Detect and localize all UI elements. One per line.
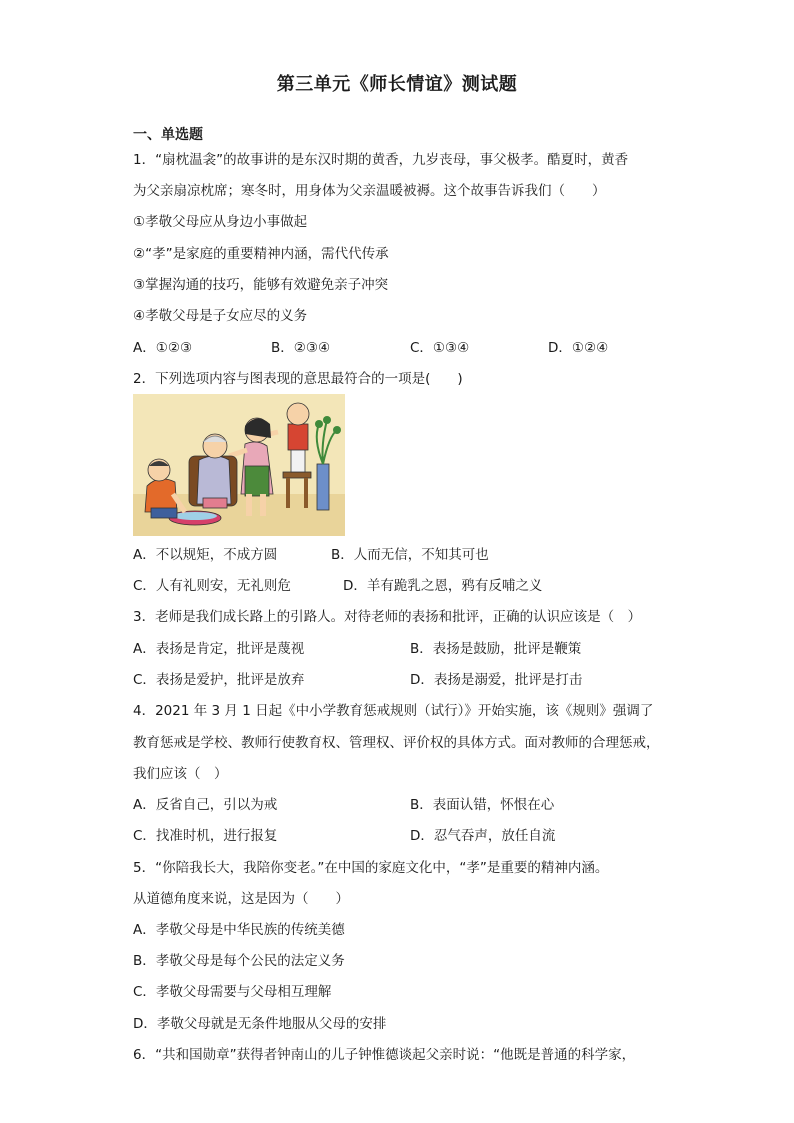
q1-item-1: ①孝敬父母应从身边小事做起 [133, 214, 308, 230]
family-cartoon-image [133, 394, 345, 536]
q4-option-d[interactable]: D．忍气吞声，放任自流 [410, 828, 556, 844]
q4-option-a[interactable]: A．反省自己，引以为戒 [133, 797, 278, 813]
q4-stem-line-1: 4．2021 年 3 月 1 日起《中小学教育惩戒规则（试行）》开始实施，该《规则》强调了 [133, 703, 654, 719]
q4-option-b[interactable]: B．表面认错，怀恨在心 [410, 797, 555, 813]
q5-option-d[interactable]: D．孝敬父母就是无条件地服从父母的安排 [133, 1016, 387, 1032]
q1-option-c[interactable]: C．①③④ [410, 340, 470, 356]
q5-option-c[interactable]: C．孝敬父母需要与父母相互理解 [133, 984, 332, 1000]
q1-item-2: ②“孝”是家庭的重要精神内涵，需代代传承 [133, 246, 389, 262]
q2-stem: 2．下列选项内容与图表现的意思最符合的一项是( ) [133, 371, 463, 387]
q2-option-d[interactable]: D．羊有跪乳之恩，鸦有反哺之义 [343, 578, 543, 594]
q1-stem-line-1: 1．“扇枕温衾”的故事讲的是东汉时期的黄香，九岁丧母，事父极孝。酷夏时，黄香 [133, 152, 629, 168]
q2-option-c[interactable]: C．人有礼则安，无礼则危 [133, 578, 291, 594]
q2-option-b[interactable]: B．人而无信，不知其可也 [331, 547, 489, 563]
q1-item-3: ③掌握沟通的技巧，能够有效避免亲子冲突 [133, 277, 389, 293]
q1-option-a[interactable]: A．①②③ [133, 340, 193, 356]
q1-item-4: ④孝敬父母是子女应尽的义务 [133, 308, 308, 324]
q3-option-a[interactable]: A．表扬是肯定，批评是蔑视 [133, 641, 305, 657]
q1-option-d[interactable]: D．①②④ [548, 340, 609, 356]
q4-option-c[interactable]: C．找准时机，进行报复 [133, 828, 278, 844]
q3-stem: 3．老师是我们成长路上的引路人。对待老师的表扬和批评，正确的认识应该是（ ） [133, 609, 642, 625]
page-title: 第三单元《师长情谊》测试题 [276, 74, 518, 95]
q3-option-d[interactable]: D．表扬是溺爱，批评是打击 [410, 672, 583, 688]
q4-stem-line-2: 教育惩戒是学校、教师行使教育权、管理权、评价权的具体方式。面对教师的合理惩戒， [133, 735, 660, 751]
family-illustration [133, 394, 345, 536]
q5-option-b[interactable]: B．孝敬父母是每个公民的法定义务 [133, 953, 345, 969]
q1-stem-line-2: 为父亲扇凉枕席；寒冬时，用身体为父亲温暖被褥。这个故事告诉我们（ ） [133, 183, 606, 199]
q5-stem-line-2: 从道德角度来说，这是因为（ ） [133, 891, 349, 907]
q5-option-a[interactable]: A．孝敬父母是中华民族的传统美德 [133, 922, 345, 938]
q1-option-b[interactable]: B．②③④ [271, 340, 331, 356]
section-heading: 一、单选题 [133, 127, 203, 143]
q5-stem-line-1: 5．“你陪我长大，我陪你变老。”在中国的家庭文化中，“孝”是重要的精神内涵。 [133, 860, 609, 876]
q3-option-b[interactable]: B．表扬是鼓励，批评是鞭策 [410, 641, 582, 657]
q3-option-c[interactable]: C．表扬是爱护，批评是放弃 [133, 672, 305, 688]
q6-stem-line-1: 6．“共和国勋章”获得者钟南山的儿子钟惟德谈起父亲时说：“他既是普通的科学家， [133, 1047, 636, 1063]
q2-option-a[interactable]: A．不以规矩，不成方圆 [133, 547, 278, 563]
q4-stem-line-3: 我们应该（ ） [133, 766, 228, 782]
